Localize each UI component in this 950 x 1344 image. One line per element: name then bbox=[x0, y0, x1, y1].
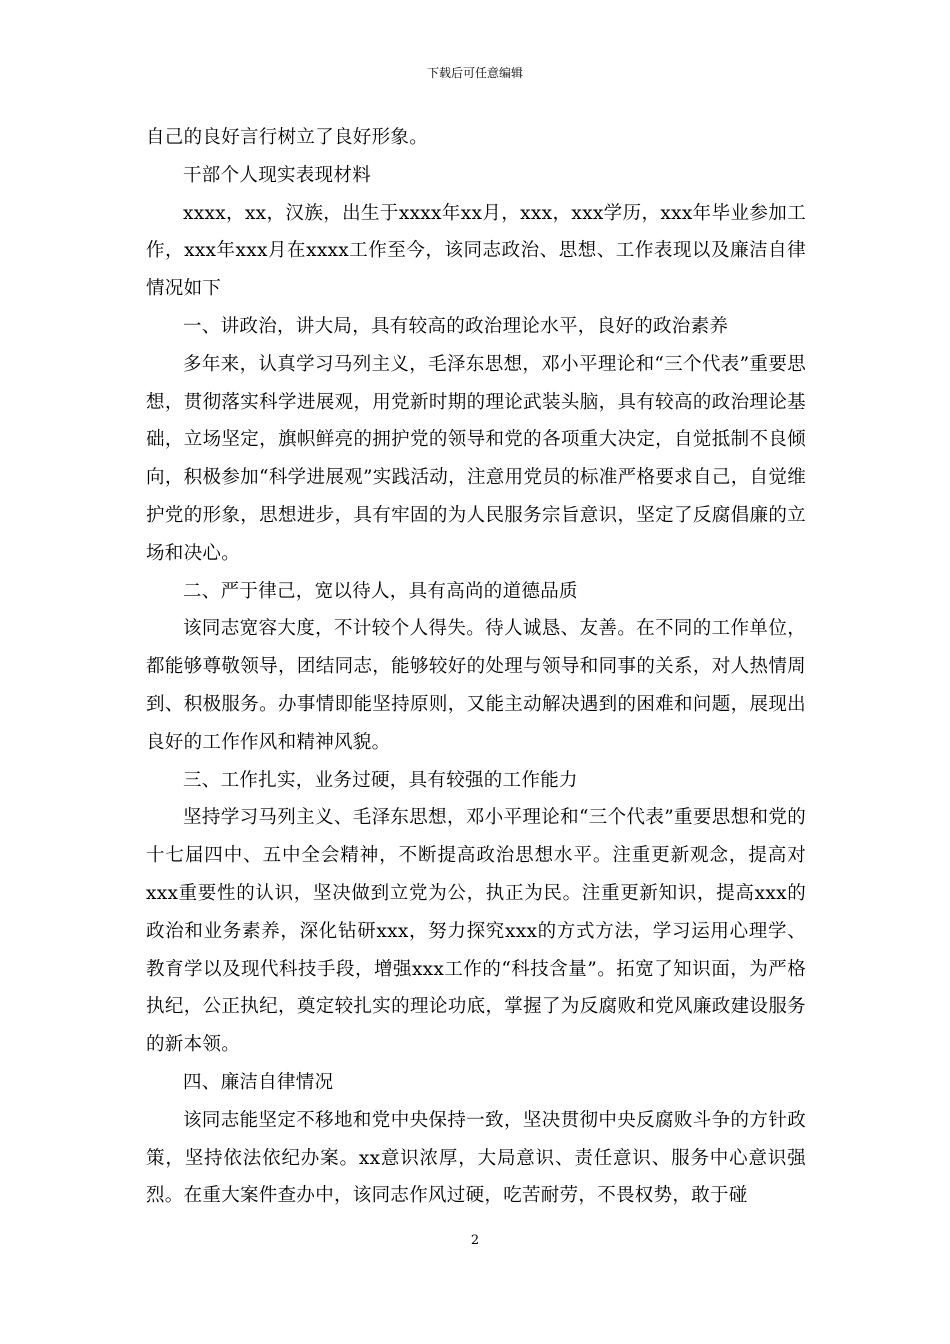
section-heading-2: 二、严于律己，宽以待人，具有高尚的道德品质 bbox=[183, 580, 578, 602]
paragraph-basic-info: xxxx，xx，汉族，出生于xxxx年xx月，xxx，xxx学历，xxx年毕业参加工作，xxx年xxx月在xxxx工作至今，该同志政治、思想、工作表现以及廉洁自律情况如下 bbox=[146, 202, 806, 300]
document-title: 干部个人现实表现材料 bbox=[183, 164, 372, 186]
document-body bbox=[146, 119, 806, 1215]
paragraph-section-4: 该同志能坚定不移地和党中央保持一致，坚决贯彻中央反腐败斗争的方针政策，坚持依法依纪办案。xx意识浓厚，大局意识、责任意识、服务中心意识强烈。在重大案件查办中，该同志作风过硬，吃苦耐劳，不畏权势，敢于碰 bbox=[146, 1109, 806, 1207]
section-heading-1: 一、讲政治，讲大局，具有较高的政治理论水平，良好的政治素养 bbox=[183, 315, 729, 337]
paragraph-section-1: 多年来，认真学习马列主义，毛泽东思想，邓小平理论和“三个代表”重要思想，贯彻落实科学进展观，用党新时期的理论武装头脑，具有较高的政治理论基础，立场坚定，旗帜鲜亮的拥护党的领导和党的各项重大决定，自觉抵制不良倾向，积极参加“科学进展观”实践活动，注意用党员的标准严格要求自己，自觉维护党的形象，思想进步，具有牢固的为人民服务宗旨意识，坚定了反腐倡廉的立场和决心。 bbox=[146, 353, 806, 564]
page-number: 2 bbox=[470, 1233, 480, 1248]
paragraph-section-2: 该同志宽容大度，不计较个人得失。待人诚恳、友善。在不同的工作单位，都能够尊敬领导，团结同志，能够较好的处理与领导和同事的关系，对人热情周到、积极服务。办事情即能坚持原则，又能主动解决遇到的困难和问题，展现出良好的工作作风和精神风貌。 bbox=[146, 618, 806, 753]
page-header: 下载后可任意编辑 bbox=[426, 66, 523, 80]
paragraph-section-3: 坚持学习马列主义、毛泽东思想，邓小平理论和“三个代表”重要思想和党的十七届四中、五中全会精神，不断提高政治思想水平。注重更新观念，提高对xxx重要性的认识，坚决做到立党为公，执正为民。注重更新知识，提高xxx的政治和业务素养，深化钻研xxx，努力探究xxx的方式方法，学习运用心理学、教育学以及现代科技手段，增强xxx工作的“科技含量”。拓宽了知识面，为严格执纪，公正执纪，奠定较扎实的理论功底，掌握了为反腐败和党风廉政建设服务的新本领。 bbox=[146, 807, 806, 1056]
paragraph-closing-line: 自己的良好言行树立了良好形象。 bbox=[146, 127, 429, 148]
section-heading-3: 三、工作扎实，业务过硬，具有较强的工作能力 bbox=[183, 769, 578, 791]
section-heading-4: 四、廉洁自律情况 bbox=[183, 1071, 334, 1093]
